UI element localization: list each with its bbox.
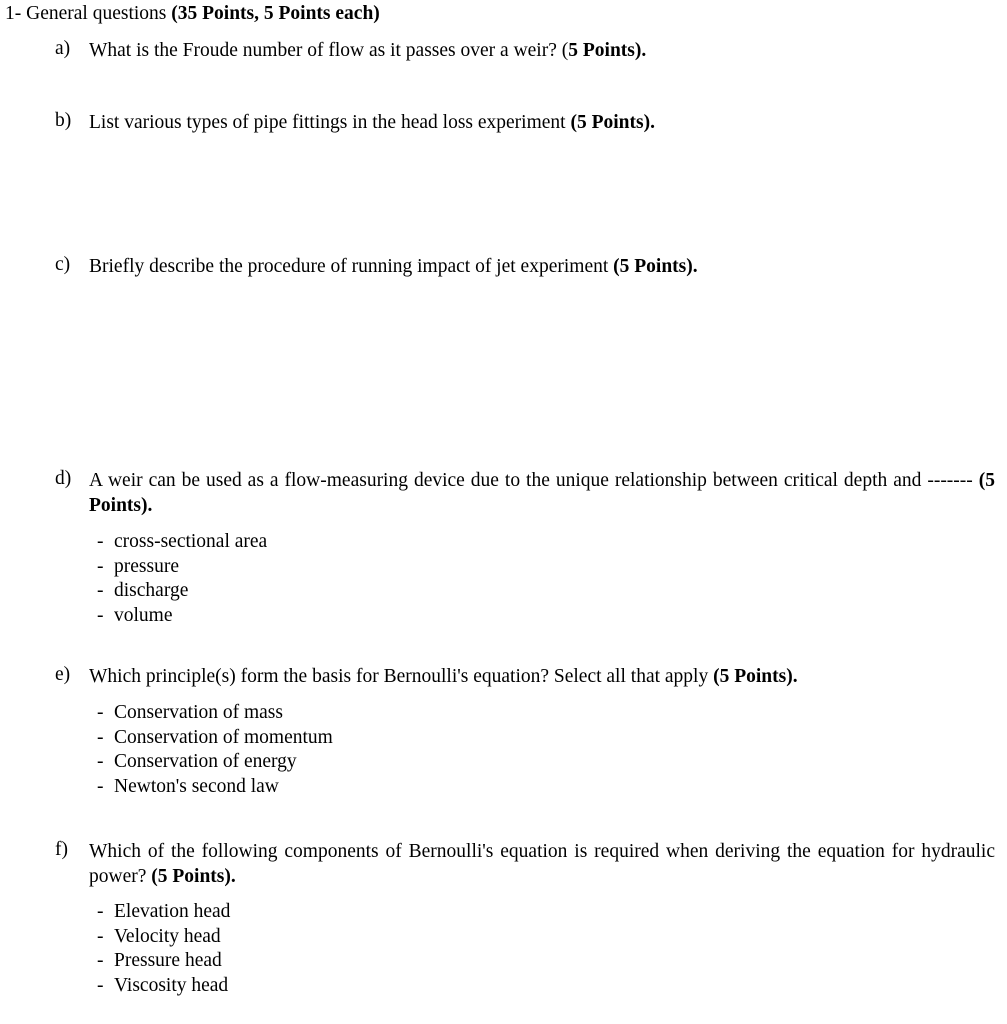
- question-text: [89, 38, 995, 63]
- question-text: [89, 839, 995, 889]
- question-body: Briefly describe the procedure of running impact of jet experiment: [89, 256, 614, 277]
- question-b: [55, 110, 995, 135]
- option-label: volume: [114, 604, 173, 626]
- option-label: Velocity head: [114, 925, 221, 947]
- question-letter: d): [55, 468, 72, 489]
- option-label: Conservation of energy: [114, 751, 297, 773]
- options-list-e: [97, 701, 333, 799]
- option-item[interactable]: - discharge: [97, 580, 189, 602]
- option-label: Conservation of mass: [114, 702, 283, 723]
- question-body: What is the Froude number of flow as it passes over a weir? (: [89, 40, 569, 61]
- option-item[interactable]: - Conservation of momentum: [97, 726, 333, 748]
- option-label: Pressure head: [114, 950, 222, 972]
- question-d: [55, 468, 995, 518]
- option-item[interactable]: - Velocity head: [97, 925, 221, 947]
- question-letter: b): [55, 110, 72, 131]
- question-f: [55, 839, 995, 889]
- question-body: A weir can be used as a flow-measuring device due to the unique relationship between critical depth and -------: [89, 470, 979, 491]
- question-body: Which of the following components of Bernoulli's equation is required when deriving the equation for hydraulic power?: [89, 841, 995, 887]
- question-text: [89, 110, 995, 135]
- option-label: pressure: [114, 555, 179, 577]
- question-body: Which principle(s) form the basis for Bernoulli's equation? Select all that apply: [89, 666, 714, 687]
- option-item[interactable]: - cross-sectional area: [97, 531, 268, 552]
- options-list-f: [97, 900, 230, 998]
- option-item[interactable]: - Elevation head: [97, 901, 231, 922]
- question-letter: c): [55, 254, 71, 275]
- question-points: (5 Points).: [613, 256, 698, 277]
- question-text: [89, 254, 995, 279]
- option-label: Viscosity head: [114, 974, 229, 996]
- option-item[interactable]: - Conservation of energy: [97, 751, 297, 773]
- question-points: 5 Points).: [568, 40, 647, 61]
- question-points: (5 Points).: [151, 866, 236, 887]
- section-heading: [5, 3, 380, 25]
- option-item[interactable]: - Conservation of mass: [97, 702, 283, 723]
- option-item[interactable]: - volume: [97, 604, 173, 626]
- option-item[interactable]: - Viscosity head: [97, 974, 229, 996]
- question-text: [89, 468, 995, 518]
- section-title: 1- General questions: [5, 3, 172, 24]
- question-c: [55, 254, 995, 279]
- section-points: (35 Points, 5 Points each): [171, 3, 380, 24]
- question-letter: a): [55, 38, 71, 59]
- question-body: List various types of pipe fittings in the head loss experiment: [89, 112, 571, 133]
- options-list-d: [97, 530, 267, 628]
- question-letter: f): [55, 839, 68, 860]
- question-points: (5 Points).: [713, 666, 798, 687]
- question-e: [55, 664, 995, 689]
- option-item[interactable]: - Newton's second law: [97, 775, 279, 797]
- question-letter: e): [55, 664, 71, 685]
- question-points: (5 Points).: [89, 470, 995, 516]
- option-label: discharge: [114, 580, 189, 602]
- question-a: [55, 38, 995, 63]
- option-item[interactable]: - Pressure head: [97, 950, 222, 972]
- option-label: Elevation head: [114, 901, 231, 922]
- question-text: [89, 664, 995, 689]
- option-item[interactable]: - pressure: [97, 555, 179, 577]
- option-label: Conservation of momentum: [114, 726, 333, 748]
- option-label: cross-sectional area: [114, 531, 268, 552]
- question-points: (5 Points).: [570, 112, 655, 133]
- option-label: Newton's second law: [114, 775, 279, 797]
